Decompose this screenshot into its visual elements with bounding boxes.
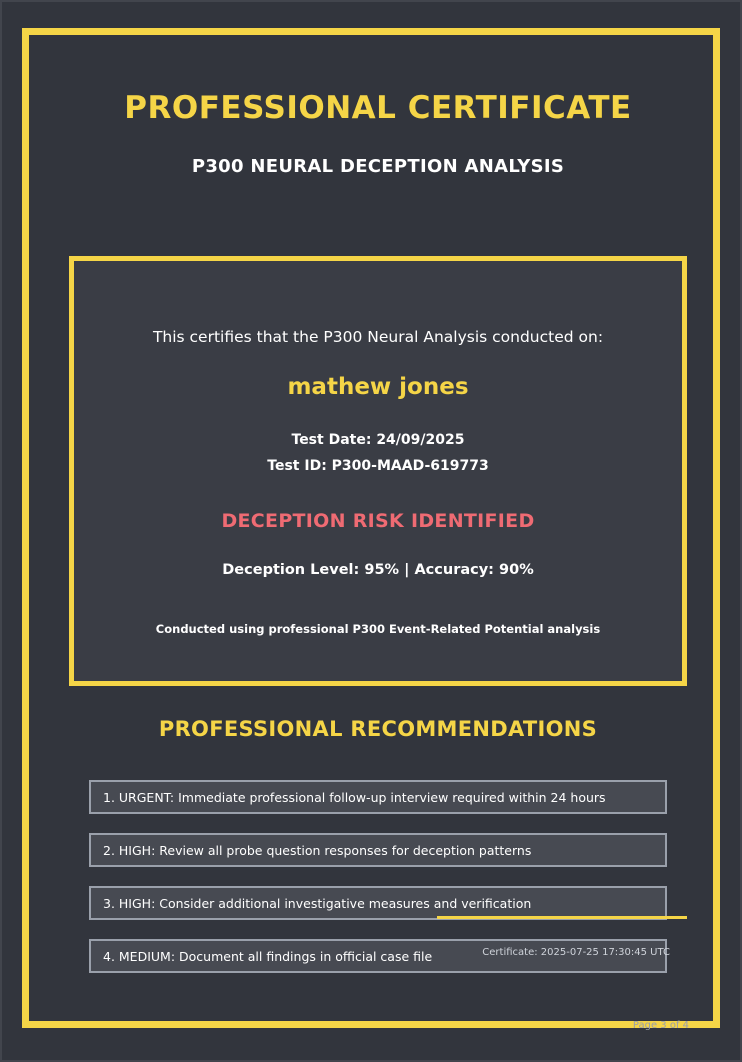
list-item — [89, 833, 667, 867]
list-item — [89, 780, 667, 814]
recommendation-text: 3. HIGH: Consider additional investigative measures and verification — [103, 895, 532, 911]
certificate-content — [29, 35, 727, 1035]
page-footer: Page 3 of 4 — [632, 1020, 689, 1031]
test-id: Test ID: P300-MAAD-619773 — [267, 457, 489, 474]
page-title: PROFESSIONAL CERTIFICATE — [124, 90, 632, 126]
test-date: Test Date: 24/09/2025 — [291, 432, 465, 448]
recommendations-heading: PROFESSIONAL RECOMMENDATIONS — [158, 717, 598, 741]
subject-name: mathew jones — [287, 374, 469, 400]
recommendations-list — [89, 780, 667, 992]
recommendation-text: 1. URGENT: Immediate professional follow-up interview required within 24 hours — [103, 789, 606, 805]
recommendation-text: 2. HIGH: Review all probe question responses for deception patterns — [103, 842, 532, 858]
risk-status-badge: DECEPTION RISK IDENTIFIED — [221, 509, 535, 532]
method-note: Conducted using professional P300 Event-Related Potential analysis — [155, 621, 601, 636]
certifies-statement: This certifies that the P300 Neural Analysis conducted on: — [152, 328, 604, 346]
gold-certificate-frame — [22, 28, 720, 1031]
test-meta — [74, 428, 682, 480]
list-item — [89, 886, 667, 920]
page-subtitle: P300 NEURAL DECEPTION ANALYSIS — [191, 156, 565, 177]
certification-panel — [69, 256, 687, 686]
recommendation-text: 4. MEDIUM: Document all findings in official case file — [103, 948, 433, 964]
deception-levels: Deception Level: 95% | Accuracy: 90% — [222, 561, 534, 578]
gold-accent-rule — [437, 916, 687, 919]
certificate-timestamp: Certificate: 2025-07-25 17:30:45 UTC — [482, 947, 670, 958]
